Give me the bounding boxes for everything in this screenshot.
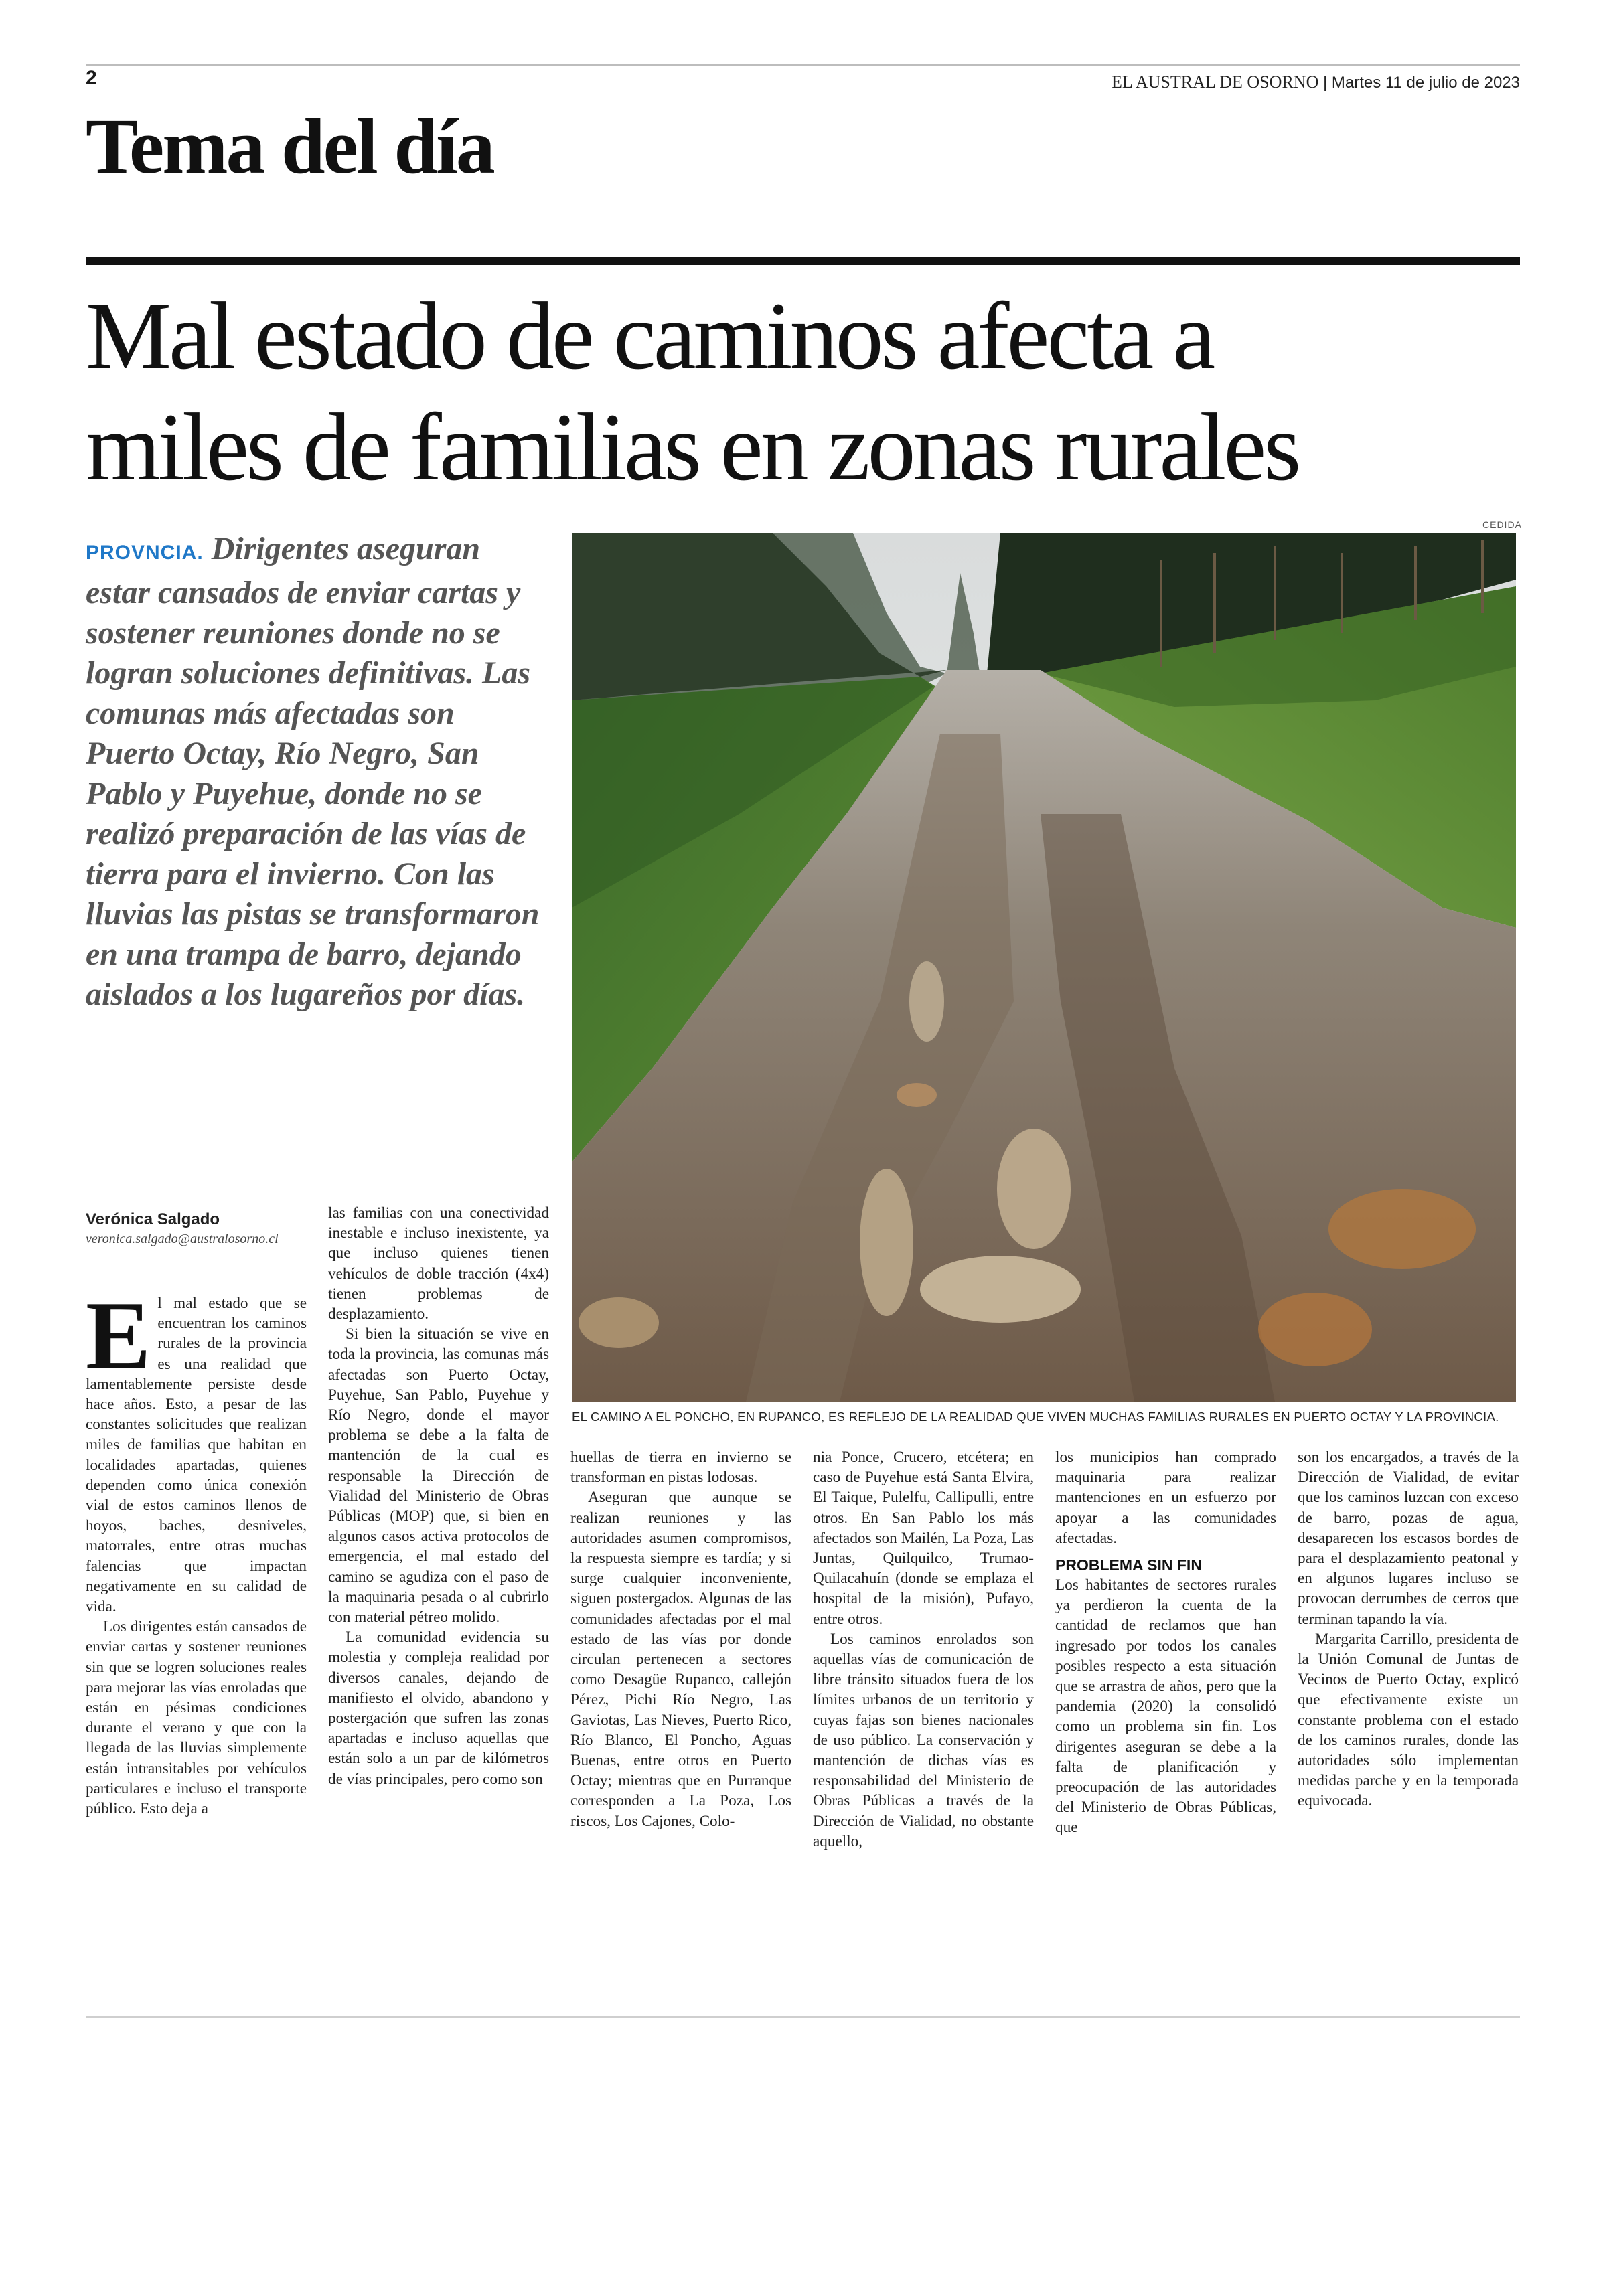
lead-tag: PROVNCIA. (86, 542, 204, 564)
headline-line-2: miles de familias en zonas rurales (86, 394, 1299, 501)
lead-paragraph (86, 529, 548, 1015)
article-column-6 (1298, 1447, 1519, 1811)
col2-paragraph-3: La comunidad evidencia su molestia y compleja realidad por diversos canales, dejando de manifiesto el olvido, abandono y postergación que sufren las zonas apartadas e incluso aquellas que están solo a un par de kilómetros de vías principales, pero como son (328, 1629, 549, 1788)
section-rule (86, 257, 1520, 265)
paper-name: EL AUSTRAL DE OSORNO (1111, 72, 1319, 92)
issue-date: Martes 11 de julio de 2023 (1331, 74, 1520, 92)
article-column-2 (328, 1203, 549, 1789)
col1-paragraph-2: Los dirigentes están cansados de enviar cartas y sostener reuniones sin que se logren soluciones reales para mejorar las vías enroladas que están en pésimas condiciones durante el verano y que con la llegada de las lluvias simplemente están intransitables por vehículos particulares e incluso el transporte público. Esto deja a (86, 1618, 307, 1818)
article-column-5 (1055, 1447, 1276, 1838)
headline (86, 281, 1532, 503)
col4-paragraph-2: Los caminos enrolados son aquellas vías de comunicación de libre tránsito situados fuera de los límites urbanos de un territorio y cuyas fajas son bienes nacionales de uso público. La conservación y mantención de dichas vías es responsabilidad del Ministerio de Obras Públicas a través de la Dirección de Vialidad, no obstante aquello, (813, 1630, 1034, 1850)
headline-line-1: Mal estado de caminos afecta a (86, 283, 1213, 390)
page-number: 2 (86, 67, 97, 89)
section-title: Tema del día (86, 102, 493, 190)
lead-text: Dirigentes aseguran estar cansados de enviar cartas y sostener reuniones donde no se logran soluciones definitivas. Las comunas más afectadas son Puerto Octay, Río Negro, San Pablo y Puyehue, donde no se realizó preparación de las vías de tierra para el invierno. Con las lluvias las pistas se transformaron en una trampa de barro, dejando aislados a los lugareños por días. (86, 531, 540, 1012)
masthead (1112, 72, 1520, 92)
col1-paragraph-1: l mal estado que se encuentran los caminos rurales de la provincia es una realidad que lamentablemente persiste desde hace años. Esto, a pesar de las constantes solicitudes que realizan miles de familias que habitan en localidades apartadas, quienes dependen como única conexión vial de estos caminos llenos de hoyos, baches, desniveles, matorrales, entre otras muchas falencias que impactan negativamente en su calidad de vida. (86, 1295, 307, 1616)
masthead-separator: | (1318, 74, 1332, 92)
article-column-3 (570, 1447, 791, 1831)
col6-paragraph-1: son los encargados, a través de la Dirección de Vialidad, de evitar que los caminos luzcan con exceso de barro, pozas de agua, desaparecen los escasos bordes de para el desplazamiento peatonal y en algunos lugares incluso se provocan derrumbes de cerros que terminan tapando la vía. (1298, 1449, 1519, 1628)
top-rule (86, 64, 1520, 66)
bottom-rule (86, 2016, 1520, 2018)
col4-paragraph-1: nia Ponce, Crucero, etcétera; en caso de Puyehue está Santa Elvira, El Taique, Pulelfu, Callipulli, entre otros. En San Pablo los más afectados son Mailén, La Poza, Las Juntas, Quilquilco, Trumao- Quilacahuín (donde se emplaza el hospital de la misión), Pufayo, entre otros. (813, 1449, 1034, 1628)
col5-paragraph-2: Los habitantes de sectores rurales ya perdieron la cuenta de la cantidad de reclamos que han ingresado por todos los canales posibles respecto a esta situación que se arrastra de años, pero que la pandemia (2020) la consolidó como un problema sin fin. Los dirigentes aseguran se debe a la falta de planificación y preocupación de las autoridades del Ministerio de Obras Públicas, que (1055, 1576, 1276, 1837)
col3-paragraph-2: Aseguran que aunque se realizan reuniones y las autoridades asumen compromisos, la respuesta siempre es tardía; y si surge cualquier inconveniente, siguen postergados. Algunas de las comunidades afectadas por el mal estado de las vías por donde circulan pertenecen a sectores como Desagüe Rupanco, callejón Pérez, Pichi Río Negro, Las Gaviotas, Las Nieves, Puerto Rico, Río Blanco, El Poncho, Aguas Buenas, entre otros en Puerto Octay; mientras que en Purranque corresponden a La Poza, Los riscos, Los Cajones, Colo- (570, 1489, 791, 1830)
dropcap: E (86, 1281, 151, 1390)
article-column-1 (86, 1281, 307, 1819)
col6-paragraph-2: Margarita Carrillo, presidenta de la Unión Comunal de Juntas de Vecinos de Puerto Octay, explicó que efectivamente existe un constante problema con el estado de los caminos rurales, donde las autoridades sólo implementan medidas parche y en la temporada equivocada. (1298, 1630, 1519, 1810)
author-name: Verónica Salgado (86, 1210, 220, 1228)
col5-paragraph-1: los municipios han comprado maquinaria para realizar mantenciones en un esfuerzo por apoyar a las comunidades afectadas. (1055, 1449, 1276, 1547)
photo-caption: EL CAMINO A EL PONCHO, EN RUPANCO, ES REFLEJO DE LA REALIDAD QUE VIVEN MUCHAS FAMILIAS RURALES EN PUERTO OCTAY Y LA PROVINCIA. (572, 1410, 1499, 1424)
col2-paragraph-1: las familias con una conectividad inestable e incluso inexistente, ya que incluso quienes tienen vehículos de doble tracción (4x4) tienen problemas de desplazamiento. (328, 1204, 549, 1323)
subhead: PROBLEMA SIN FIN (1055, 1556, 1202, 1574)
author-email: veronica.salgado@australosorno.cl (86, 1232, 279, 1246)
muddy-road-photo (572, 533, 1516, 1402)
col3-paragraph-1: huellas de tierra en invierno se transforman en pistas lodosas. (570, 1449, 791, 1487)
article-column-4 (813, 1447, 1034, 1852)
photo-credit: CEDIDA (1482, 519, 1522, 530)
col2-paragraph-2: Si bien la situación se vive en toda la provincia, las comunas más afectadas son Puerto Octay, Puyehue, San Pablo, Puyehue y Río Negro, donde el mayor problema se debe a la falta de mantención de la cual es responsable la Dirección de Vialidad del Ministerio de Obras Públicas (MOP) que, si bien en algunos casos activa protocolos de emergencia, el mal estado del camino se agudiza con el paso de la maquinaria pesada o al cubrirlo con material pétreo molido. (328, 1325, 549, 1627)
